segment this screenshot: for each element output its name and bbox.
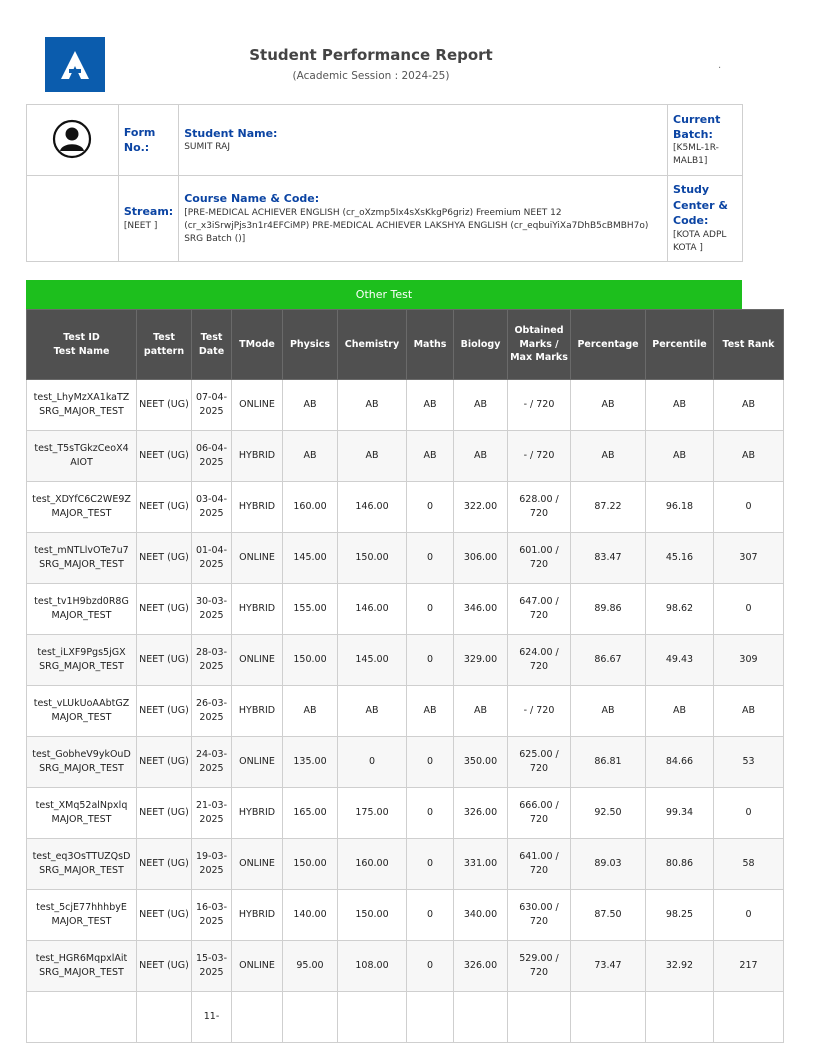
other-test-banner: Other Test bbox=[26, 280, 742, 309]
table-row bbox=[27, 686, 814, 737]
cell-physics: 155.00 bbox=[283, 584, 338, 635]
cell-percentile: AB bbox=[646, 686, 714, 737]
cell-chemistry: 0 bbox=[338, 737, 407, 788]
col-maths: Maths bbox=[407, 310, 454, 380]
study-center-value: [KOTA ADPL KOTA ] bbox=[673, 229, 727, 253]
cell-obtained: - / 720 bbox=[508, 431, 571, 482]
table-row bbox=[27, 941, 814, 992]
cell-maths: 0 bbox=[407, 584, 454, 635]
cell-percentile: 45.16 bbox=[646, 533, 714, 584]
current-batch-cell bbox=[668, 105, 743, 176]
cell-pattern: NEET (UG) bbox=[137, 584, 192, 635]
cell-chemistry: 145.00 bbox=[338, 635, 407, 686]
table-row bbox=[27, 737, 814, 788]
cell-mode: ONLINE bbox=[232, 839, 283, 890]
cell-percentile: AB bbox=[646, 380, 714, 431]
col-test-date: Test Date bbox=[192, 310, 232, 380]
cell-chemistry: 175.00 bbox=[338, 788, 407, 839]
cell-physics: 145.00 bbox=[283, 533, 338, 584]
user-avatar-icon bbox=[52, 119, 92, 159]
cell-biology: 322.00 bbox=[454, 482, 508, 533]
current-batch-value: [K5ML-1R-MALB1] bbox=[673, 143, 719, 167]
cell-chemistry: 150.00 bbox=[338, 890, 407, 941]
cell-test-id-name bbox=[27, 941, 137, 992]
cell-pattern: NEET (UG) bbox=[137, 686, 192, 737]
cell-biology: 331.00 bbox=[454, 839, 508, 890]
cell-test-id: test_mNTLlvOTe7u7 bbox=[34, 545, 129, 557]
cell-physics: 160.00 bbox=[283, 482, 338, 533]
cell-test-name: SRG_MAJOR_TEST bbox=[39, 967, 124, 978]
table-row bbox=[27, 992, 814, 1043]
cell-chemistry: 150.00 bbox=[338, 533, 407, 584]
cell-test-id: test_eq3OsTTUZQsD bbox=[32, 851, 131, 863]
col-test-id: Test ID bbox=[63, 331, 100, 343]
cell-rank bbox=[714, 992, 784, 1043]
cell-biology: 346.00 bbox=[454, 584, 508, 635]
cell-chemistry bbox=[338, 992, 407, 1043]
cell-percentage: AB bbox=[571, 431, 646, 482]
cell-test-id-name bbox=[27, 482, 137, 533]
cell-percentage: 87.22 bbox=[571, 482, 646, 533]
cell-biology: 329.00 bbox=[454, 635, 508, 686]
cell-test-id-name bbox=[27, 737, 137, 788]
cell-date: 15-03-2025 bbox=[192, 941, 232, 992]
cell-pattern: NEET (UG) bbox=[137, 737, 192, 788]
cell-chemistry: AB bbox=[338, 431, 407, 482]
cell-test-id-name bbox=[27, 380, 137, 431]
cell-maths: 0 bbox=[407, 788, 454, 839]
cell-pattern: NEET (UG) bbox=[137, 941, 192, 992]
cell-obtained: 641.00 / 720 bbox=[508, 839, 571, 890]
cell-rank: 217 bbox=[714, 941, 784, 992]
cell-test-id: test_GobheV9ykOuD bbox=[32, 749, 131, 761]
cell-mode: ONLINE bbox=[232, 533, 283, 584]
cell-test-id-name bbox=[27, 686, 137, 737]
cell-date: 28-03-2025 bbox=[192, 635, 232, 686]
cell-rank: 53 bbox=[714, 737, 784, 788]
cell-rank: AB bbox=[714, 380, 784, 431]
cell-obtained: 529.00 / 720 bbox=[508, 941, 571, 992]
cell-mode: HYBRID bbox=[232, 686, 283, 737]
cell-date: 01-04-2025 bbox=[192, 533, 232, 584]
cell-mode: ONLINE bbox=[232, 635, 283, 686]
cell-obtained: 624.00 / 720 bbox=[508, 635, 571, 686]
cell-test-id: test_XDYfC6C2WE9Z bbox=[32, 494, 131, 506]
col-test-id-name bbox=[27, 310, 137, 380]
cell-date: 06-04-2025 bbox=[192, 431, 232, 482]
avatar-cell bbox=[27, 105, 119, 176]
cell-pattern: NEET (UG) bbox=[137, 482, 192, 533]
stream-value: [NEET ] bbox=[123, 220, 158, 231]
cell-mode: HYBRID bbox=[232, 431, 283, 482]
cell-test-id-name bbox=[27, 533, 137, 584]
cell-test-id-name bbox=[27, 584, 137, 635]
cell-percentile: 80.86 bbox=[646, 839, 714, 890]
cell-biology bbox=[454, 992, 508, 1043]
cell-obtained: 647.00 / 720 bbox=[508, 584, 571, 635]
cell-biology: 326.00 bbox=[454, 788, 508, 839]
cell-percentage: 89.03 bbox=[571, 839, 646, 890]
academic-session: (Academic Session : 2024-25) bbox=[292, 70, 450, 82]
cell-date: 11- bbox=[192, 992, 232, 1043]
cell-percentile: 49.43 bbox=[646, 635, 714, 686]
cell-mode: HYBRID bbox=[232, 788, 283, 839]
cell-obtained: 628.00 / 720 bbox=[508, 482, 571, 533]
cell-date: 07-04-2025 bbox=[192, 380, 232, 431]
cell-maths: 0 bbox=[407, 890, 454, 941]
cell-mode: HYBRID bbox=[232, 482, 283, 533]
cell-biology: 326.00 bbox=[454, 941, 508, 992]
course-value: [PRE-MEDICAL ACHIEVER ENGLISH (cr_oXzmp5Ix4sXsKkgP6griz) Freemium NEET 12 (cr_x3iSrwjPjs3n1r4EFCiMP) PRE-MEDICAL ACHIEVER LAKSHYA ENGLISH (cr_eqbuiYiXa7DhB5cBMBH7o) SRG Batch ()] bbox=[184, 207, 649, 244]
table-row bbox=[27, 533, 814, 584]
cell-maths: 0 bbox=[407, 737, 454, 788]
cell-physics: 165.00 bbox=[283, 788, 338, 839]
report-title: Student Performance Report bbox=[249, 46, 493, 64]
course-cell bbox=[179, 176, 668, 262]
cell-biology: 306.00 bbox=[454, 533, 508, 584]
col-tmode: TMode bbox=[232, 310, 283, 380]
form-no-label: Form No.: bbox=[123, 125, 156, 154]
cell-test-name: MAJOR_TEST bbox=[51, 916, 112, 927]
cell-physics: 150.00 bbox=[283, 635, 338, 686]
cell-test-name: SRG_MAJOR_TEST bbox=[39, 763, 124, 774]
cell-percentage: 83.47 bbox=[571, 533, 646, 584]
col-rank: Test Rank bbox=[714, 310, 784, 380]
cell-test-id: test_HGR6MqpxlAit bbox=[35, 953, 128, 965]
cell-obtained: 666.00 / 720 bbox=[508, 788, 571, 839]
table-row bbox=[27, 482, 814, 533]
cell-date: 19-03-2025 bbox=[192, 839, 232, 890]
cell-test-id-name bbox=[27, 431, 137, 482]
cell-percentage: 89.86 bbox=[571, 584, 646, 635]
form-no-cell bbox=[118, 105, 178, 176]
cell-test-id-name bbox=[27, 890, 137, 941]
cell-pattern: NEET (UG) bbox=[137, 839, 192, 890]
cell-maths: 0 bbox=[407, 941, 454, 992]
cell-maths: AB bbox=[407, 431, 454, 482]
cell-biology: AB bbox=[454, 686, 508, 737]
cell-percentile: 98.25 bbox=[646, 890, 714, 941]
cell-chemistry: AB bbox=[338, 380, 407, 431]
cell-maths: 0 bbox=[407, 533, 454, 584]
cell-percentage: AB bbox=[571, 686, 646, 737]
cell-chemistry: AB bbox=[338, 686, 407, 737]
cell-date: 21-03-2025 bbox=[192, 788, 232, 839]
cell-test-id: test_T5sTGkzCeoX4 bbox=[34, 443, 129, 455]
cell-mode: ONLINE bbox=[232, 737, 283, 788]
cell-rank: 0 bbox=[714, 890, 784, 941]
cell-physics: 140.00 bbox=[283, 890, 338, 941]
cell-pattern: NEET (UG) bbox=[137, 431, 192, 482]
cell-physics: 95.00 bbox=[283, 941, 338, 992]
student-name-value: SUMIT RAJ bbox=[184, 142, 230, 153]
cell-date: 26-03-2025 bbox=[192, 686, 232, 737]
cell-rank: AB bbox=[714, 686, 784, 737]
cell-percentage: 92.50 bbox=[571, 788, 646, 839]
col-percentile: Percentile bbox=[646, 310, 714, 380]
cell-percentage: 86.81 bbox=[571, 737, 646, 788]
cell-test-id-name bbox=[27, 788, 137, 839]
cell-percentile: 84.66 bbox=[646, 737, 714, 788]
cell-percentage: 73.47 bbox=[571, 941, 646, 992]
course-label: Course Name & Code: bbox=[184, 192, 320, 206]
cell-percentage bbox=[571, 992, 646, 1043]
cell-percentile: 32.92 bbox=[646, 941, 714, 992]
cell-mode: ONLINE bbox=[232, 941, 283, 992]
cell-percentile: AB bbox=[646, 431, 714, 482]
stream-cell bbox=[118, 176, 178, 262]
cell-physics: AB bbox=[283, 686, 338, 737]
cell-rank: AB bbox=[714, 431, 784, 482]
table-row bbox=[27, 380, 814, 431]
cell-physics: AB bbox=[283, 380, 338, 431]
cell-percentile: 98.62 bbox=[646, 584, 714, 635]
cell-test-name: MAJOR_TEST bbox=[51, 610, 112, 621]
student-info-table bbox=[26, 104, 743, 262]
study-center-label: Study Center & Code: bbox=[673, 183, 728, 228]
cell-test-id: test_5cjE77hhhbyE bbox=[36, 902, 127, 914]
cell-percentage: AB bbox=[571, 380, 646, 431]
col-physics: Physics bbox=[283, 310, 338, 380]
cell-physics bbox=[283, 992, 338, 1043]
cell-maths: 0 bbox=[407, 839, 454, 890]
cell-percentage: 86.67 bbox=[571, 635, 646, 686]
cell-maths: AB bbox=[407, 380, 454, 431]
table-row bbox=[27, 431, 814, 482]
current-batch-label: Current Batch: bbox=[673, 112, 721, 141]
cell-test-name: AIOT bbox=[70, 457, 93, 468]
stream-label: Stream: bbox=[123, 205, 174, 219]
cell-test-name: SRG_MAJOR_TEST bbox=[39, 406, 124, 417]
cell-biology: AB bbox=[454, 380, 508, 431]
table-row bbox=[27, 788, 814, 839]
cell-obtained: 601.00 / 720 bbox=[508, 533, 571, 584]
table-row bbox=[27, 839, 814, 890]
cell-obtained: - / 720 bbox=[508, 686, 571, 737]
results-table bbox=[26, 309, 814, 1043]
cell-mode: HYBRID bbox=[232, 890, 283, 941]
cell-pattern: NEET (UG) bbox=[137, 380, 192, 431]
cell-mode: HYBRID bbox=[232, 584, 283, 635]
student-name-cell bbox=[179, 105, 668, 176]
cell-rank: 309 bbox=[714, 635, 784, 686]
cell-chemistry: 146.00 bbox=[338, 584, 407, 635]
cell-mode: ONLINE bbox=[232, 380, 283, 431]
cell-pattern bbox=[137, 992, 192, 1043]
cell-test-id: test_LhyMzXA1kaTZ bbox=[33, 392, 130, 404]
cell-test-name: MAJOR_TEST bbox=[51, 712, 112, 723]
table-row bbox=[27, 635, 814, 686]
col-chemistry: Chemistry bbox=[338, 310, 407, 380]
cell-test-name: SRG_MAJOR_TEST bbox=[39, 661, 124, 672]
header-dot: . bbox=[718, 60, 722, 71]
cell-test-name: SRG_MAJOR_TEST bbox=[39, 865, 124, 876]
cell-biology: 350.00 bbox=[454, 737, 508, 788]
cell-pattern: NEET (UG) bbox=[137, 533, 192, 584]
cell-date: 24-03-2025 bbox=[192, 737, 232, 788]
cell-percentile bbox=[646, 992, 714, 1043]
cell-maths: AB bbox=[407, 686, 454, 737]
cell-percentage: 87.50 bbox=[571, 890, 646, 941]
table-row bbox=[27, 890, 814, 941]
cell-biology: AB bbox=[454, 431, 508, 482]
cell-maths: 0 bbox=[407, 482, 454, 533]
cell-date: 30-03-2025 bbox=[192, 584, 232, 635]
cell-pattern: NEET (UG) bbox=[137, 788, 192, 839]
study-center-cell bbox=[668, 176, 743, 262]
cell-test-id-name bbox=[27, 635, 137, 686]
col-obtained: Obtained Marks / Max Marks bbox=[508, 310, 571, 380]
table-row bbox=[27, 584, 814, 635]
cell-biology: 340.00 bbox=[454, 890, 508, 941]
empty-cell bbox=[27, 176, 119, 262]
col-percentage: Percentage bbox=[571, 310, 646, 380]
cell-test-name: MAJOR_TEST bbox=[51, 814, 112, 825]
cell-obtained: - / 720 bbox=[508, 380, 571, 431]
cell-pattern: NEET (UG) bbox=[137, 635, 192, 686]
cell-physics: AB bbox=[283, 431, 338, 482]
cell-rank: 307 bbox=[714, 533, 784, 584]
cell-maths bbox=[407, 992, 454, 1043]
cell-rank: 0 bbox=[714, 482, 784, 533]
cell-chemistry: 108.00 bbox=[338, 941, 407, 992]
cell-rank: 0 bbox=[714, 584, 784, 635]
cell-date: 03-04-2025 bbox=[192, 482, 232, 533]
col-biology: Biology bbox=[454, 310, 508, 380]
cell-physics: 135.00 bbox=[283, 737, 338, 788]
cell-rank: 58 bbox=[714, 839, 784, 890]
cell-chemistry: 160.00 bbox=[338, 839, 407, 890]
cell-test-id-name bbox=[27, 839, 137, 890]
cell-obtained bbox=[508, 992, 571, 1043]
cell-test-id: test_iLXF9Pgs5jGX bbox=[37, 647, 126, 659]
col-test-name: Test Name bbox=[53, 345, 110, 357]
cell-maths: 0 bbox=[407, 635, 454, 686]
student-name-label: Student Name: bbox=[184, 126, 278, 140]
cell-rank: 0 bbox=[714, 788, 784, 839]
cell-physics: 150.00 bbox=[283, 839, 338, 890]
cell-test-name: SRG_MAJOR_TEST bbox=[39, 559, 124, 570]
cell-percentile: 99.34 bbox=[646, 788, 714, 839]
cell-test-id-name bbox=[27, 992, 137, 1043]
cell-percentile: 96.18 bbox=[646, 482, 714, 533]
cell-mode bbox=[232, 992, 283, 1043]
cell-test-id: test_tv1H9bzd0R8G bbox=[34, 596, 129, 608]
cell-chemistry: 146.00 bbox=[338, 482, 407, 533]
cell-test-id: test_vLUkUoAAbtGZ bbox=[33, 698, 130, 710]
cell-pattern: NEET (UG) bbox=[137, 890, 192, 941]
cell-date: 16-03-2025 bbox=[192, 890, 232, 941]
cell-obtained: 630.00 / 720 bbox=[508, 890, 571, 941]
col-test-pattern: Test pattern bbox=[137, 310, 192, 380]
cell-obtained: 625.00 / 720 bbox=[508, 737, 571, 788]
cell-test-id: test_XMq52alNpxlq bbox=[35, 800, 128, 812]
cell-test-name: MAJOR_TEST bbox=[51, 508, 112, 519]
